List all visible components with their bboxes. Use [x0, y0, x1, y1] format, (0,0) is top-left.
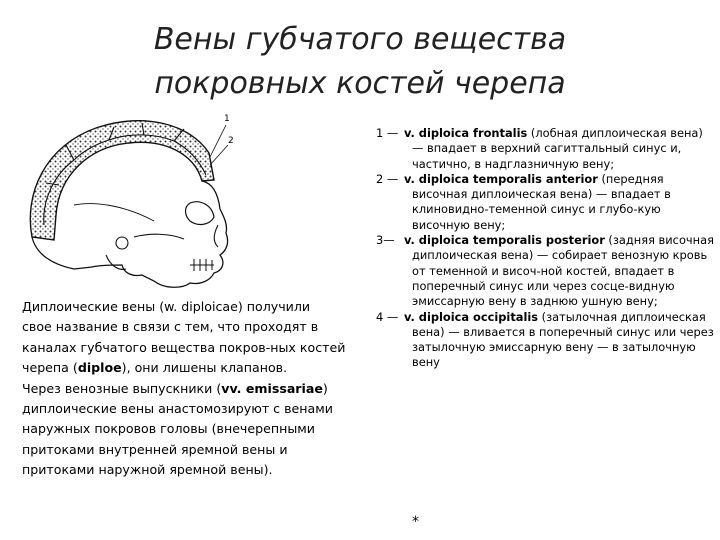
title-line-1: Вены губчатого вещества [153, 22, 567, 57]
footnote-asterisk: * [412, 514, 419, 530]
skull-diploic-veins-figure [14, 105, 254, 295]
legend-description: (лобная диплоическая вена) — впадает в верхний сагиттальный синус и, частично, в надглазничную вену; [412, 126, 703, 171]
diploe-band [30, 121, 214, 240]
figure-label-2: 2 [228, 136, 234, 146]
paragraph-line: притоками наружной яремной вены). [22, 462, 273, 478]
paragraph-line: Диплоические вены (w. diploicae) получили [22, 299, 311, 314]
legend-number: 3— [376, 233, 395, 248]
paragraph-term: diploe [77, 360, 122, 376]
paragraph-line: свое название в связи с тем, что проходят в [22, 319, 319, 335]
legend-number: 2 — [376, 171, 399, 186]
slide-title [40, 18, 680, 106]
paragraph-term: vv. emissariae [221, 380, 323, 396]
legend-term: v. diploica temporalis posterior [404, 233, 605, 248]
ear-canal [116, 237, 128, 249]
paragraph-text: черепа ( [22, 360, 78, 376]
paragraph-line: диплоические вены анастомозируют с венами [22, 401, 333, 417]
legend-term: v. diploica occipitalis [404, 309, 539, 324]
legend-item-2 [376, 172, 716, 233]
paragraph-line [22, 379, 390, 399]
paragraph-line [22, 358, 390, 378]
orbit [186, 202, 215, 225]
legend-item-3 [376, 233, 716, 309]
legend-description: (передняя височная диплоическая вена) — впадает в клиновидно-теменной синус и глубо-кую височную вену; [412, 171, 671, 232]
legend-list [376, 126, 716, 371]
nasal-aperture [214, 225, 218, 247]
legend-item-1 [376, 126, 716, 172]
legend-term: v. diploica temporalis anterior [404, 171, 598, 186]
legend-number: 1 — [376, 126, 399, 140]
paragraph-text: Через венозные выпускники ( [22, 380, 222, 396]
legend-term: v. diploica frontalis [404, 126, 528, 140]
paragraph-line: наружных покровов головы (внечерепными [22, 421, 315, 437]
legend-number: 4 — [376, 309, 399, 324]
paragraph-text: ) [322, 380, 328, 396]
teeth [190, 259, 214, 271]
legend-item-4 [376, 310, 716, 371]
legend-description: (затылочная диплоическая вена) — вливается в поперечный синус или через затылочную эмиссарную вену — в затылочную вену [412, 309, 714, 370]
paragraph-text: ), они лишены клапанов. [121, 360, 288, 376]
paragraph-line: притоками внутренней яремной вены и [22, 441, 288, 457]
legend-description: (задняя височная диплоическая вена) — собирает венозную кровь от теменной и височ-ной костей, впадает в поперечный синус или через сосце-видную эмиссарную вену в заднюю ушную вену; [412, 233, 714, 309]
temporal-line [74, 204, 154, 221]
skull-outline [32, 181, 228, 287]
title-line-2: покровных костей черепа [154, 66, 566, 101]
figure-label-1: 1 [224, 114, 230, 124]
paragraph-line: каналах губчатого вещества покров-ных костей [22, 339, 346, 355]
zygomatic-arch [134, 234, 184, 239]
body-paragraph [22, 297, 390, 481]
